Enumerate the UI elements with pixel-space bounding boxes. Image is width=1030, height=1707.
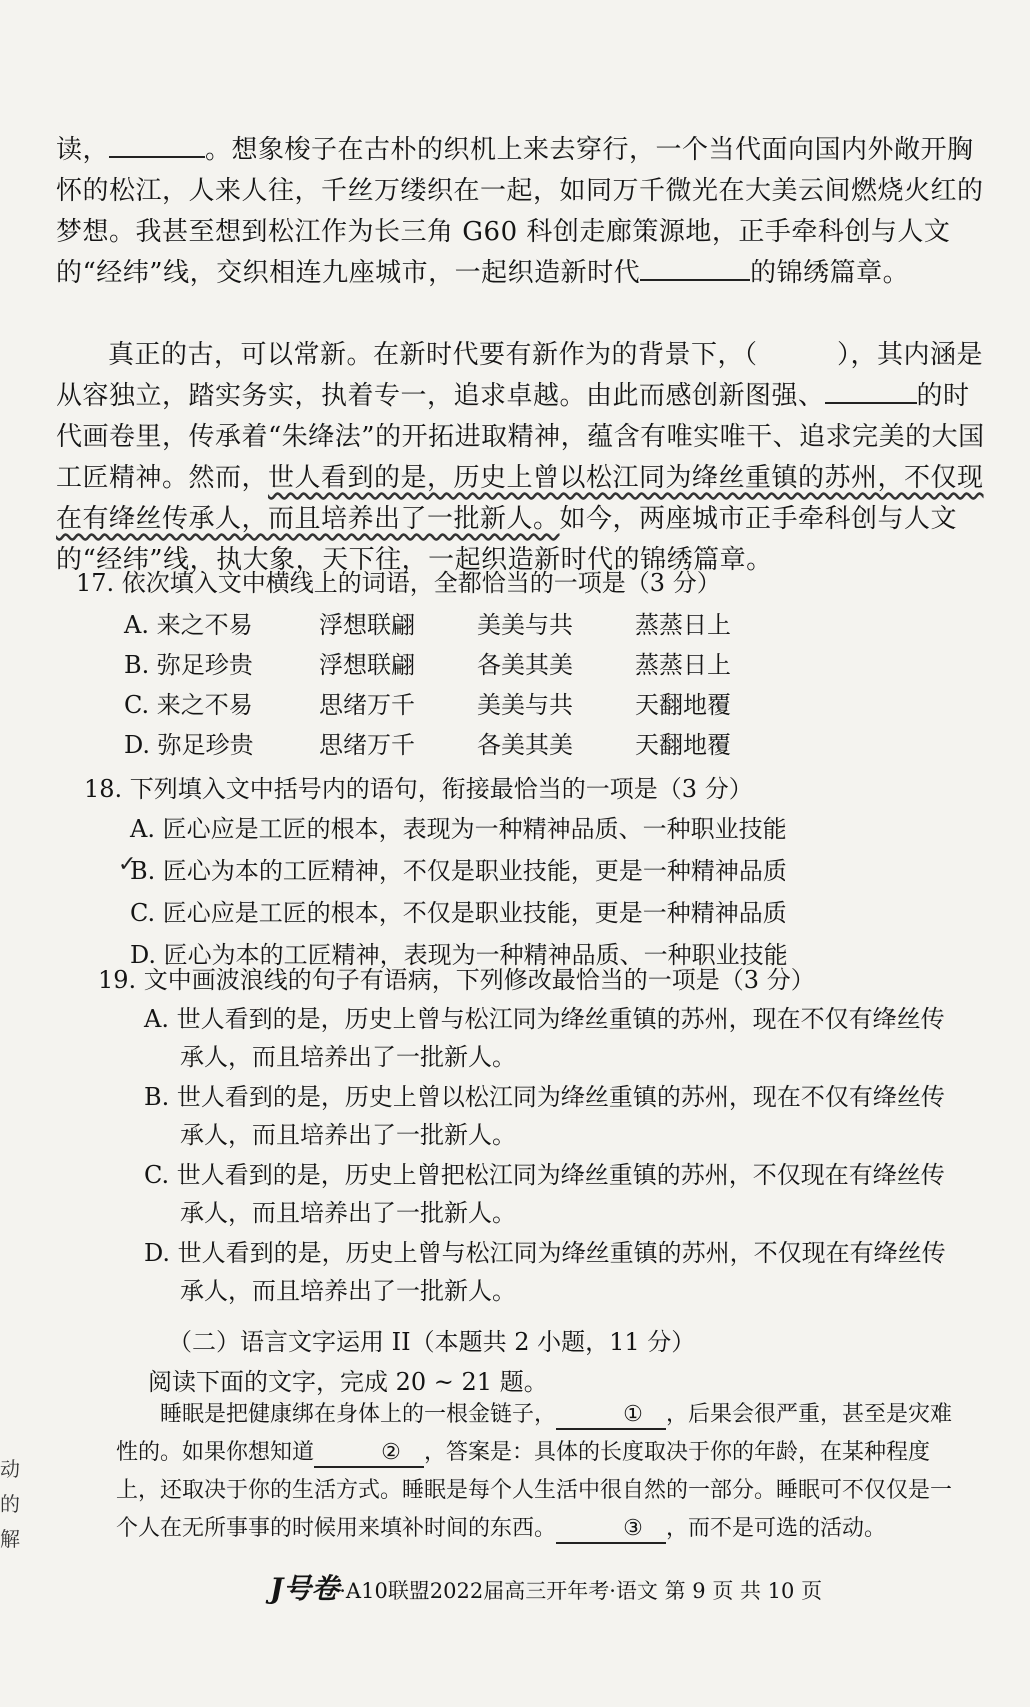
option-row[interactable] <box>124 605 731 645</box>
option-word: 天翻地覆 <box>635 731 731 759</box>
footer-text: ·A10联盟2022届高三开年考·语文 第 9 页 共 10 页 <box>339 1579 823 1603</box>
option-row[interactable] <box>124 645 731 685</box>
option-line: C. 世人看到的是，历史上曾把松江同为绛丝重镇的苏州，不仅现在有绛丝传 <box>144 1161 945 1189</box>
option-line: B. 世人看到的是，历史上曾以松江同为绛丝重镇的苏州，现在不仅有绛丝传 <box>144 1083 945 1111</box>
question-18-options <box>130 808 788 976</box>
option-word: 浮想联翩 <box>319 611 415 639</box>
option-word: 各美其美 <box>477 651 573 679</box>
option-word: 浮想联翩 <box>319 651 415 679</box>
option-word: 美美与共 <box>477 611 573 639</box>
option-word: C. 来之不易 <box>124 691 253 719</box>
text-span: ，后果会很严重，甚至是灾难性的。如果你想知道 <box>116 1402 953 1465</box>
margin-char: 解 <box>0 1527 20 1551</box>
question-17-options <box>124 605 731 765</box>
option-word: A. 来之不易 <box>124 611 253 639</box>
text-span: 真正的古，可以常新。在新时代要有新作为的背景下，（ ），其内涵是从容独立，踏实务实，执着专一，追求卓越。由此而感创新图强、 <box>56 340 984 411</box>
option-c[interactable] <box>144 1156 984 1227</box>
text-span: 睡眠是把健康绑在身体上的一根金链子， <box>160 1402 557 1427</box>
option-word: 蒸蒸日上 <box>635 611 731 639</box>
option-word: 美美与共 <box>477 691 573 719</box>
question-19-stem: 19. 文中画波浪线的句子有语病，下列修改最恰当的一项是（3 分） <box>98 966 815 994</box>
option-word: 天翻地覆 <box>635 691 731 719</box>
text-span: ，答案是：具体的长度取决于你的年龄，在某种程度上，还取决于你的生活方式。睡眠是每个人生活中很自然的一部分。睡眠可不仅仅是一个人在无所事事的时候用来填补时间的东西。 <box>116 1440 953 1541</box>
text-span: 读， <box>56 135 110 165</box>
margin-char: 动 <box>0 1457 20 1481</box>
question-19-options <box>144 1000 984 1305</box>
option-c[interactable]: C. 匠心应是工匠的根本，不仅是职业技能，更是一种精神品质 <box>130 899 787 927</box>
option-word: D. 弥足珍贵 <box>124 731 254 759</box>
section-passage <box>116 1396 966 1548</box>
option-word: 各美其美 <box>477 731 573 759</box>
text-span: 的锦绣篇章。 <box>750 258 910 288</box>
passage-paragraph-1 <box>56 130 986 294</box>
wavy-underlined-sentence: 世人看到的是，历史上曾以松江同为绛丝重镇的苏州，不仅现在有绛丝传承人，而且培养出了一批新人。 <box>56 463 984 534</box>
option-line: 承人，而且培养出了一批新人。 <box>180 1199 516 1227</box>
option-line: 承人，而且培养出了一批新人。 <box>180 1121 516 1149</box>
option-d[interactable] <box>144 1234 984 1305</box>
margin-char: 的 <box>0 1492 20 1516</box>
section-instruction: 阅读下面的文字，完成 20 ~ 21 题。 <box>148 1368 548 1396</box>
numbered-blank: ① <box>556 1402 666 1430</box>
text-span: 的时代画卷里，传承着“朱绛法”的开拓进取精神，蕴含有唯实唯干、追求完美的大国工匠精神。然而， <box>56 381 985 493</box>
text-span: ，而不是可选的活动。 <box>666 1516 887 1541</box>
option-line: A. 世人看到的是，历史上曾与松江同为绛丝重镇的苏州，现在不仅有绛丝传 <box>144 1005 945 1033</box>
option-b[interactable]: B. 匠心为本的工匠精神，不仅是职业技能，更是一种精神品质 <box>130 857 787 885</box>
brand-logo: J号卷 <box>270 1572 340 1605</box>
numbered-blank: ② <box>314 1440 424 1468</box>
fill-blank <box>640 257 750 281</box>
option-a[interactable] <box>144 1000 984 1071</box>
section-title: （二）语言文字运用 II（本题共 2 小题，11 分） <box>168 1328 696 1356</box>
option-word: B. 弥足珍贵 <box>124 651 253 679</box>
numbered-blank: ③ <box>556 1516 666 1544</box>
fill-blank <box>825 380 917 404</box>
option-word: 思绪万千 <box>319 691 415 719</box>
question-18-stem: 18. 下列填入文中括号内的语句，衔接最恰当的一项是（3 分） <box>84 775 753 803</box>
option-word: 蒸蒸日上 <box>635 651 731 679</box>
fill-blank <box>109 134 205 158</box>
passage-paragraph-2 <box>56 335 986 581</box>
page-footer <box>270 1567 822 1607</box>
option-line: 承人，而且培养出了一批新人。 <box>180 1043 516 1071</box>
option-d[interactable]: D. 匠心为本的工匠精神，表现为一种精神品质、一种职业技能 <box>130 941 788 969</box>
option-a[interactable]: A. 匠心应是工匠的根本，表现为一种精神品质、一种职业技能 <box>130 815 787 843</box>
question-17-stem: 17. 依次填入文中横线上的词语，全都恰当的一项是（3 分） <box>76 569 721 597</box>
handwritten-check-icon: ✓ <box>118 852 137 877</box>
option-b[interactable] <box>144 1078 984 1149</box>
text-span: 。想象梭子在古朴的织机上来去穿行，一个当代面向国内外敞开胸怀的松江，人来人往，千丝万缕织在一起，如同万千微光在大美云间燃烧火红的梦想。我甚至想到松江作为长三角 G60 科创走廊策源地，正手牵科创与人文的“经纬”线，交织相连九座城市，一起织造新时代 <box>56 135 984 288</box>
option-row[interactable] <box>124 725 731 765</box>
text-span: 如今，两座城市正手牵科创与人文的“经纬”线，执大象，天下往，一起织造新时代的锦绣篇章。 <box>56 504 958 575</box>
option-row[interactable] <box>124 685 731 725</box>
option-line: 承人，而且培养出了一批新人。 <box>180 1277 516 1305</box>
option-word: 思绪万千 <box>319 731 415 759</box>
option-line: D. 世人看到的是，历史上曾与松江同为绛丝重镇的苏州，不仅现在有绛丝传 <box>144 1239 946 1267</box>
